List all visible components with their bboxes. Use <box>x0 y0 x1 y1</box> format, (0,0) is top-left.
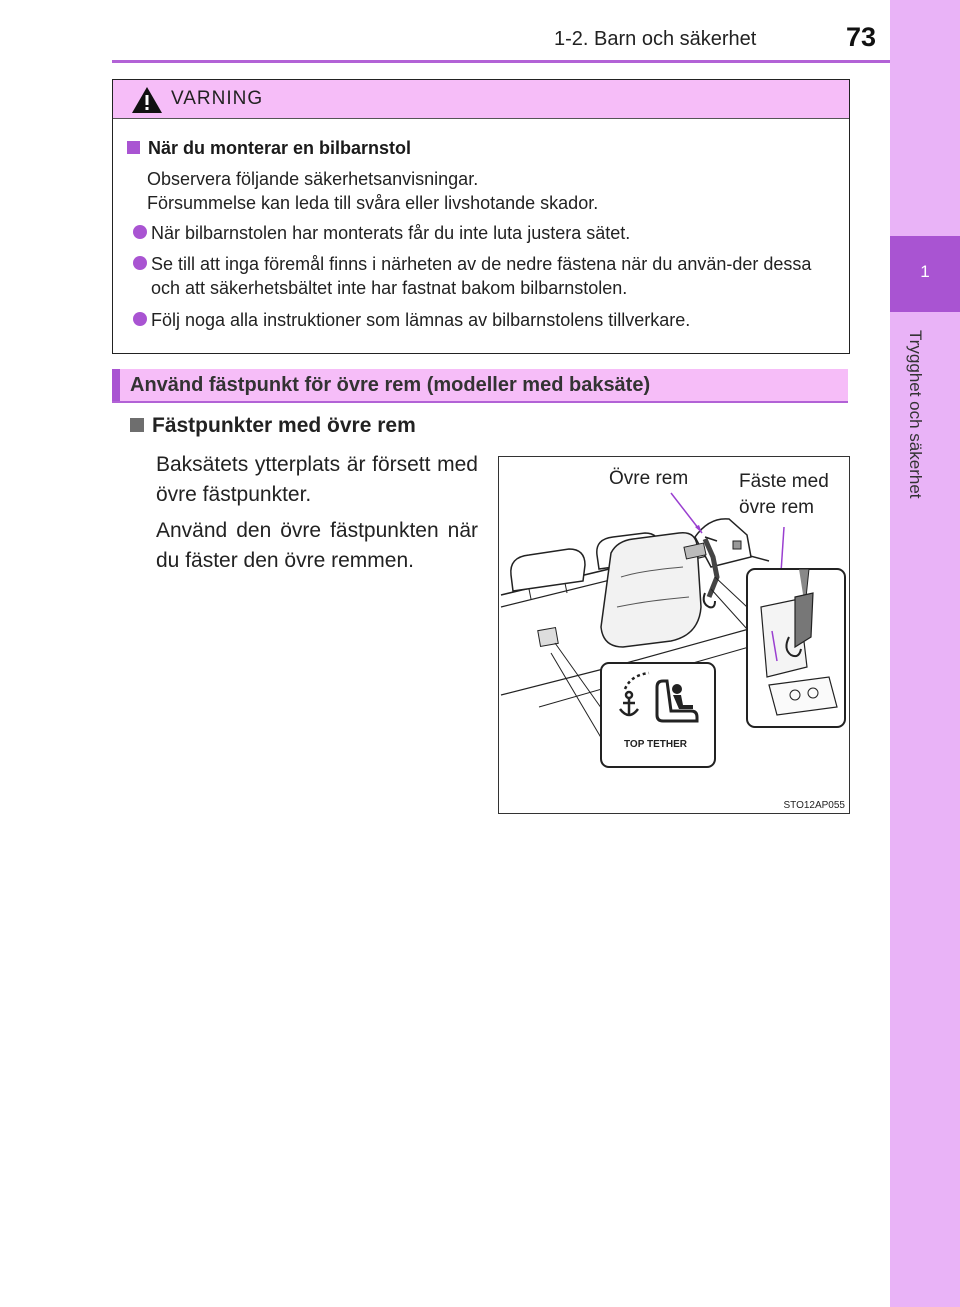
warning-box <box>112 79 850 354</box>
warning-subheading: När du monterar en bilbarnstol <box>127 138 411 159</box>
warning-title: VARNING <box>171 88 264 109</box>
section-heading: Använd fästpunkt för övre rem (modeller med baksäte) <box>130 374 651 396</box>
warning-bullet: Se till att inga föremål finns i närheten av de nedre fästena när du använ-der dessa och att säkerhetsbältet inte har fastnat bakom bilbarnstolen. <box>133 252 839 300</box>
seat-illustration <box>499 457 849 813</box>
square-bullet-icon <box>130 418 144 432</box>
body-paragraph: Baksätets ytterplats är försett med övre fästpunkter. <box>156 453 478 506</box>
dot-bullet-icon <box>133 256 147 270</box>
figure-code: STO12AP055 <box>783 800 845 811</box>
chapter-number: 1 <box>920 262 930 281</box>
subsection-heading: Fästpunkter med övre rem <box>130 414 416 438</box>
dot-bullet-icon <box>133 225 147 239</box>
figure-label-anchor: Fäste med övre rem <box>739 471 829 518</box>
warning-intro-2: Försummelse kan leda till svåra eller livshotande skador. <box>147 193 599 213</box>
section-title: 1-2. Barn och säkerhet <box>554 28 757 50</box>
chapter-sidebar <box>890 0 960 1307</box>
warning-triangle-icon <box>131 86 163 114</box>
square-bullet-icon <box>127 141 140 154</box>
section-heading-accent <box>112 369 120 401</box>
warning-header <box>113 80 849 119</box>
top-tether-label: TOP TETHER <box>624 739 687 750</box>
body-paragraph: Använd den övre fästpunkten när du fäster den övre remmen. <box>156 519 478 572</box>
header-rule <box>112 60 890 63</box>
page-number: 73 <box>846 22 877 52</box>
warning-bullet: När bilbarnstolen har monterats får du inte luta justera sätet. <box>133 221 839 245</box>
tether-figure <box>498 456 850 814</box>
section-heading-bar <box>112 369 848 403</box>
chapter-tab <box>890 236 960 312</box>
dot-bullet-icon <box>133 312 147 326</box>
warning-intro-1: Observera följande säkerhetsanvisningar. <box>147 169 479 189</box>
figure-label-strap: Övre rem <box>609 468 689 489</box>
chapter-title: Trygghet och säkerhet <box>906 330 925 499</box>
warning-bullet: Följ noga alla instruktioner som lämnas av bilbarnstolens tillverkare. <box>133 308 839 332</box>
